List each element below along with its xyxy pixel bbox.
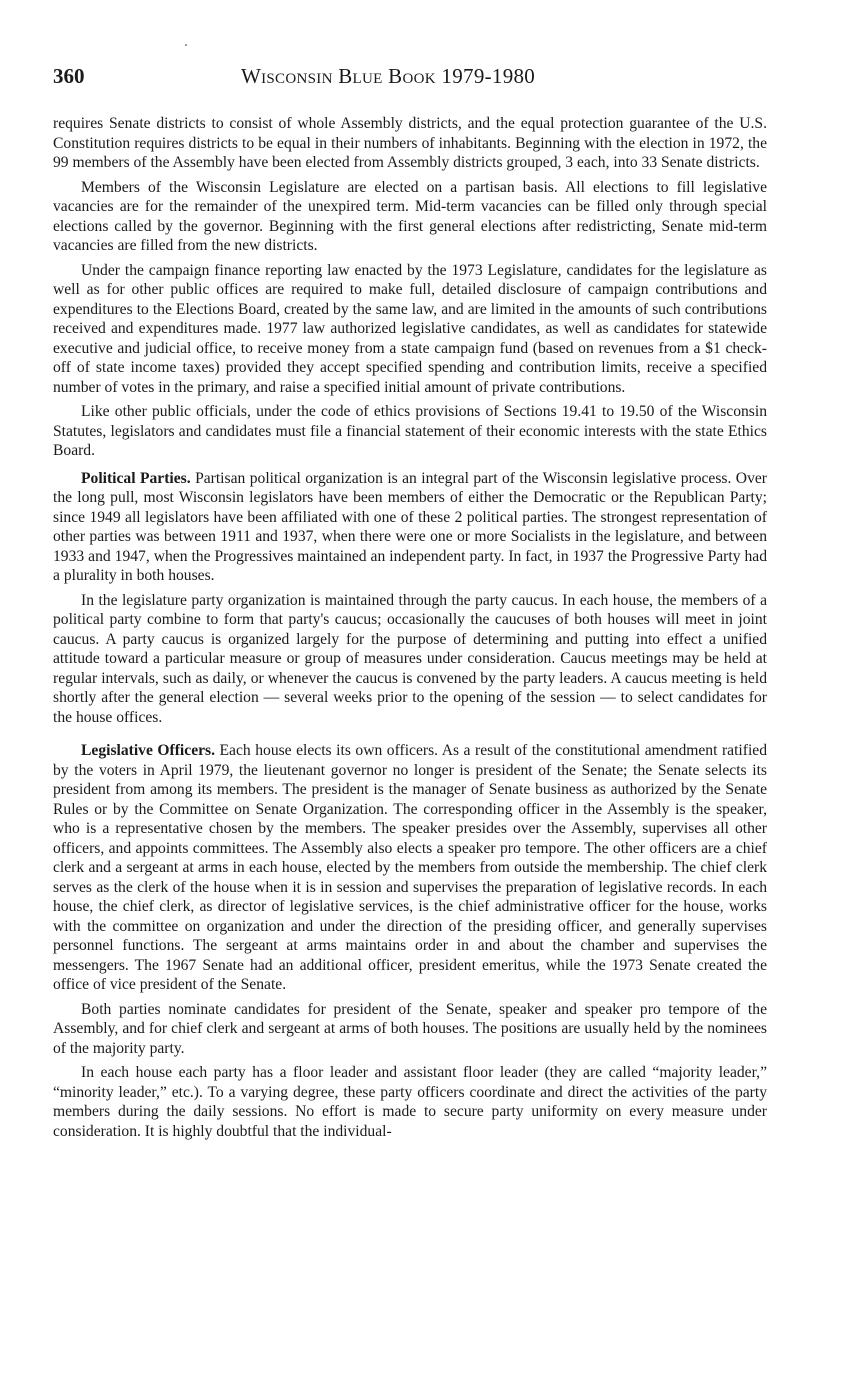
page-number: 360 <box>53 64 85 88</box>
paragraph-ethics <box>53 402 767 461</box>
paragraph-text: Each house elects its own officers. As a result of the constitutional amendment ratified by the voters in April 1979, the lieutenant governor no longer is president of the Senate; the Senate selects its president from among its members. The president is the manager of Senate business as authorized by the Senate Rules or by the Committee on Senate Organization. The corresponding officer in the Assembly is the speaker, who is a representative chosen by the members. The speaker presides over the Assembly, supervises all other officers, and appoints committees. The Assembly also elects a speaker pro tempore. The other officers are a chief clerk and a sergeant at arms in each house, elected by the members from outside the membership. The chief clerk serves as the clerk of the house when it is in session and supervises the preparation of legislative records. In each house, the chief clerk, as director of legislative services, is the chief administrative officer for the house, works with the committee on organization and under the direction of the presiding officer, and generally supervises personnel functions. The sergeant at arms maintains order in and about the chamber and supervises the messengers. The 1967 Senate had an additional officer, president emeritus, while the 1973 Senate created the office of vice president of the Senate. <box>53 742 767 993</box>
paragraph-text: requires Senate districts to consist of whole Assembly districts, and the equal protection guarantee of the U.S. Constitution requires districts to be equal in their numbers of inhabitants. Beginning with the election in 1972, the 99 members of the Assembly have been elected from Assembly districts grouped, 3 each, into 33 Senate districts. <box>53 115 767 171</box>
paragraph-text: In the legislature party organization is maintained through the party caucus. In each house, the members of a political party combine to form that party's caucus; occasionally the caucuses of both houses will meet in joint caucus. A party caucus is organized largely for the purpose of determining and putting into effect a unified attitude toward a particular measure or group of measures under consideration. Caucus meetings may be held at regular intervals, such as daily, or whenever the caucus is convened by the party leaders. A caucus meeting is held shortly after the general election — several weeks prior to the opening of the session — to select candidates for the house offices. <box>53 591 767 726</box>
paragraph-text: Members of the Wisconsin Legislature are elected on a partisan basis. All elections to fill legislative vacancies are for the remainder of the unexpired term. Mid-term vacancies can be filled only through special elections called by the governor. Beginning with the first general elections after redistricting, Senate mid-term vacancies are filled from the new districts. <box>53 178 767 254</box>
paragraph-text: Partisan political organization is an integral part of the Wisconsin legislative process. Over the long pull, most Wisconsin legislators have been members of either the Democratic or the Republican Party; since 1949 all legislators have been affiliated with one of these 2 political parties. The strongest representation of other parties was between 1911 and 1937, when there were one or more Socialists in the legislature, and between 1933 and 1947, when the Progressives maintained an independent party. In fact, in 1937 the Progressive Party had a plurality in both houses. <box>53 469 767 584</box>
paragraph-text: Both parties nominate candidates for president of the Senate, speaker and speaker pro tempore of the Assembly, and for chief clerk and sergeant at arms of both houses. The positions are usually held by the nominees of the majority party. <box>53 1000 767 1057</box>
paragraph-text: Under the campaign finance reporting law enacted by the 1973 Legislature, candidates for the legislature as well as for other public offices are required to make full, detailed disclosure of campaign contributions and expenditures to the Elections Board, created by the same law, and are limited in the amounts of such contributions received and expenditures made. 1977 law authorized legislative candidates, as well as candidates for statewide executive and judicial office, to receive money from a state campaign fund (based on revenues from a $1 check-off of state income taxes) provided they accept specified spending and contribution limits, receive a specified number of votes in the primary, and raise a specified initial amount of private contributions. <box>53 261 767 396</box>
paragraph-text: In each house each party has a floor leader and assistant floor leader (they are called “majority leader,” “minority leader,” etc.). To a varying degree, these party officers coordinate and direct the activities of the party members during the daily sessions. No effort is made to secure party uniformity on every measure under consideration. It is highly doubtful that the individual- <box>53 1064 767 1140</box>
section-heading-political-parties: Political Parties. <box>81 469 191 487</box>
paragraph-party-caucus <box>53 591 767 728</box>
document-page <box>53 64 767 1146</box>
paragraph-campaign-finance <box>53 261 767 398</box>
paragraph-political-parties <box>53 469 767 586</box>
stray-mark <box>185 44 187 46</box>
paragraph-legislative-officers <box>53 741 767 995</box>
page-header <box>53 64 767 96</box>
running-head: Wisconsin Blue Book 1979-1980 <box>241 64 536 88</box>
section-heading-legislative-officers: Legislative Officers. <box>81 742 215 759</box>
paragraph-floor-leaders <box>53 1063 767 1141</box>
paragraph-nominations <box>53 1000 767 1059</box>
paragraph-partisan-elections <box>53 178 767 256</box>
paragraph-text: Like other public officials, under the code of ethics provisions of Sections 19.41 to 19.50 of the Wisconsin Statutes, legislators and candidates must file a financial statement of their economic interests with the state Ethics Board. <box>53 403 767 459</box>
paragraph-senate-districts <box>53 114 767 173</box>
